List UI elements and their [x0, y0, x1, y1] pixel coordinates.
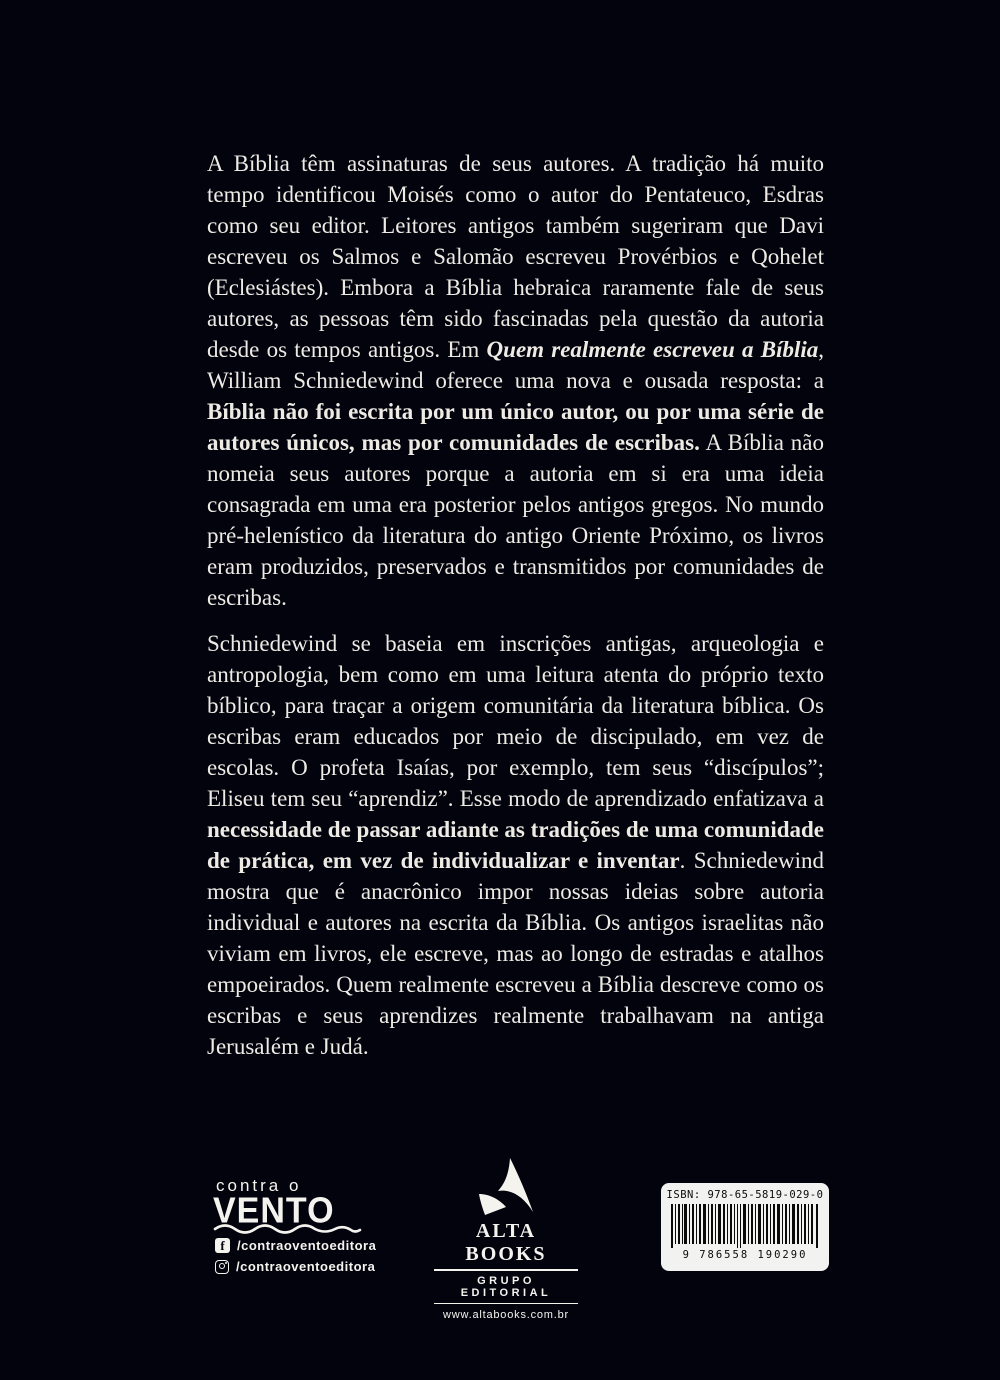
publisher-footer: [0, 1150, 1000, 1321]
facebook-icon: f: [215, 1238, 230, 1253]
alta-books-name: ALTA BOOKS: [434, 1220, 578, 1271]
text-run: . Schniedewind mostra que é anacrônico impor nossas ideias sobre autoria individual e autores na escrita da Bíblia. Os antigos israelitas não viviam em livros, ele escreve, mas ao longo de estradas e atalhos empoeirados. Quem realmente escreveu a Bíblia descreve como os escribas e seus aprendizes realmente trabalhavam na antiga Jerusalém e Judá.: [207, 848, 824, 1059]
alta-books-website: www.altabooks.com.br: [442, 1309, 570, 1321]
facebook-handle: /contraoventoeditora: [237, 1238, 377, 1253]
text-run: A Bíblia não nomeia seus autores porque a autoria em si era uma ideia consagrada em uma era posterior pelos antigos gregos. No mundo pré-helenístico da literatura do antigo Oriente Próximo, os livros eram produzidos, preservados e transmitidos por comunidades de escribas.: [207, 430, 825, 610]
contra-o-vento-logo-main-text: VENTO: [213, 1191, 335, 1231]
alta-books-logo: [428, 1158, 584, 1321]
alta-books-triangle-icon: [473, 1158, 539, 1216]
instagram-handle: /contraoventoeditora: [236, 1259, 376, 1274]
facebook-row: [215, 1238, 376, 1253]
instagram-row: [215, 1259, 376, 1274]
synopsis-paragraph-1: [207, 148, 824, 613]
contra-o-vento-logo: [213, 1176, 373, 1231]
back-cover-synopsis: [207, 148, 824, 1077]
isbn-label: ISBN: 978-65-5819-029-0: [666, 1189, 824, 1201]
text-run: , William Schniedewind oferece uma nova e ousada resposta: a: [207, 337, 824, 393]
book-title-mention: Quem realmente escreveu a Bíblia: [486, 337, 819, 362]
synopsis-paragraph-2: [207, 628, 824, 1062]
contra-o-vento-logo-top-text: contra o: [216, 1176, 302, 1195]
text-run: A Bíblia têm assinaturas de seus autores. A tradição há muito tempo identificou Moisés como o autor do Pentateuco, Esdras como seu editor. Leitores antigos também sugeriram que Davi escreveu os Salmos e Salomão escreveu Provérbios e Qohelet (Eclesiástes). Embora a Bíblia hebraica raramente fale de seus autores, as pessoas têm sido fascinadas pela questão da autoria desde os tempos antigos. Em: [207, 151, 824, 362]
bold-claim: Bíblia não foi escrita por um único autor, ou por uma série de autores únicos, mas por comunidades de escribas.: [207, 399, 824, 455]
isbn-barcode: [661, 1183, 829, 1271]
barcode-bars-icon: [671, 1204, 819, 1248]
wave-line-icon: [213, 1220, 363, 1238]
text-run: Schniedewind se baseia em inscrições antigas, arqueologia e antropologia, bem como em uma leitura atenta do próprio texto bíblico, para traçar a origem comunitária da literatura bíblica. Os escribas eram educados por meio de discipulado, em vez de escolas. O profeta Isaías, por exemplo, tem seus “discípulos”; Eliseu tem seu “aprendiz”. Esse modo de aprendizado enfatizava a: [207, 631, 824, 811]
barcode-number: 9 786558 190290: [682, 1249, 808, 1261]
social-handles: [215, 1238, 376, 1280]
instagram-icon: [215, 1260, 229, 1274]
bold-claim: necessidade de passar adiante as tradições de uma comunidade de prática, em vez de individualizar e inventar: [207, 817, 824, 873]
alta-books-group-label: GRUPO EDITORIAL: [434, 1271, 578, 1304]
